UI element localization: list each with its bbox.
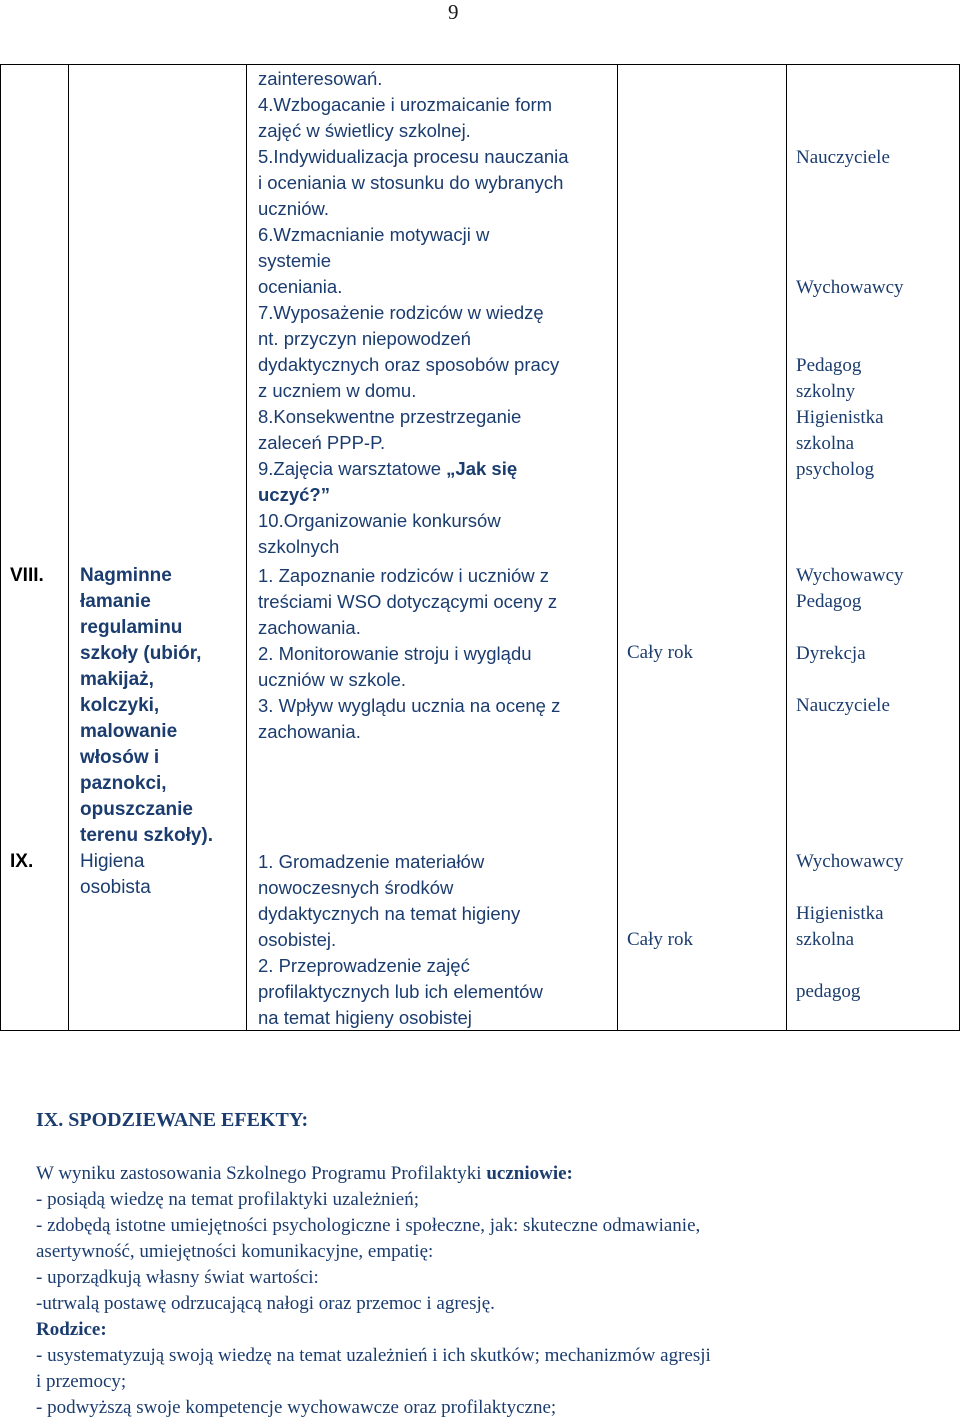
parents-heading: Rodzice: xyxy=(36,1319,107,1340)
row-number-ix: IX. xyxy=(10,851,34,872)
table-line: 7.Wyposażenie rodziców w wiedzę xyxy=(258,302,544,323)
student-line: - zdobędą istotne umiejętności psychologiczne i społeczne, jak: skuteczne odmawianie, xyxy=(36,1215,701,1236)
table-line: zajęć w świetlicy szkolnej. xyxy=(258,120,471,141)
responsible-line: Nauczyciele xyxy=(796,147,890,168)
row-number-viii: VIII. xyxy=(10,565,44,586)
table-line: 10.Organizowanie konkursów xyxy=(258,510,501,531)
action-line: uczniów w szkole. xyxy=(258,669,407,690)
responsible-line: Dyrekcja xyxy=(796,643,866,664)
responsible-line: pedagog xyxy=(796,981,861,1002)
table-line: uczniów. xyxy=(258,198,329,219)
table-line: 4.Wzbogacanie i urozmaicanie form xyxy=(258,94,553,115)
problem-line: paznokci, xyxy=(80,773,167,794)
problem-line: opuszczanie xyxy=(80,799,193,820)
workshop-title-cont: uczyć?” xyxy=(258,484,330,505)
action-line: treściami WSO dotyczącymi oceny z xyxy=(258,591,558,612)
table-line: oceniania. xyxy=(258,276,343,297)
responsible-line: szkolna xyxy=(796,929,855,950)
action-line: 3. Wpływ wyglądu ucznia na ocenę z xyxy=(258,695,561,716)
row9-problem xyxy=(80,849,245,901)
student-line: -utrwalą postawę odrzucającą nałogi oraz przemoc i agresję. xyxy=(36,1293,495,1314)
table-line: zaleceń PPP-P. xyxy=(258,432,386,453)
parent-line: - podwyższą swoje kompetencje wychowawcze oraz profilaktyczne; xyxy=(36,1397,557,1418)
effects-heading: IX. SPODZIEWANE EFEKTY: xyxy=(36,1109,309,1131)
responsible-line: szkolny xyxy=(796,381,856,402)
action-line: 1. Gromadzenie materiałów xyxy=(258,851,485,872)
table-line: 5.Indywidualizacja procesu nauczania xyxy=(258,146,569,167)
problem-line: makijaż, xyxy=(80,669,154,690)
row8-actions xyxy=(258,563,614,745)
row9-term: Cały rok xyxy=(627,929,693,950)
action-line: na temat higieny osobistej xyxy=(258,1007,472,1028)
action-line: 2. Monitorowanie stroju i wyglądu xyxy=(258,643,532,664)
table-line: systemie xyxy=(258,250,331,271)
problem-line: malowanie xyxy=(80,721,178,742)
continuation-actions xyxy=(258,66,614,560)
problem-line: włosów i xyxy=(80,747,160,768)
responsible-line: Wychowawcy xyxy=(796,277,904,298)
action-line: 2. Przeprowadzenie zajęć xyxy=(258,955,470,976)
action-line: zachowania. xyxy=(258,617,361,638)
table-line: dydaktycznych oraz sposobów pracy xyxy=(258,354,560,375)
intro-bold: uczniowie: xyxy=(486,1163,573,1184)
responsible-line: Higienistka xyxy=(796,903,884,924)
responsible-line: psycholog xyxy=(796,459,875,480)
workshop-title: „Jak się xyxy=(446,458,518,479)
table-line xyxy=(258,456,614,482)
student-line: - uporządkują własny świat wartości: xyxy=(36,1267,319,1288)
table-line: szkolnych xyxy=(258,536,340,557)
parent-line: - usystematyzują swoją wiedzę na temat uzależnień i ich skutków; mechanizmów agresji xyxy=(36,1345,711,1366)
table-line: 8.Konsekwentne przestrzeganie xyxy=(258,406,522,427)
responsible-line: Pedagog xyxy=(796,591,862,612)
table-line-text: 9.Zajęcia warsztatowe xyxy=(258,458,447,479)
table-line: z uczniem w domu. xyxy=(258,380,417,401)
student-line: - posiądą wiedzę na temat profilaktyki uzależnień; xyxy=(36,1189,420,1210)
row8-responsible xyxy=(796,563,956,719)
effects-intro xyxy=(36,1161,936,1187)
row8-problem xyxy=(80,563,245,849)
problem-line: kolczyki, xyxy=(80,695,160,716)
table-line: zainteresowań. xyxy=(258,68,383,89)
continuation-responsible xyxy=(796,145,956,483)
effects-body xyxy=(36,1161,936,1421)
action-line: zachowania. xyxy=(258,721,361,742)
problem-line: łamanie xyxy=(80,591,151,612)
action-line: profilaktycznych lub ich elementów xyxy=(258,981,543,1002)
parent-line: i przemocy; xyxy=(36,1371,127,1392)
responsible-line: Wychowawcy xyxy=(796,851,904,872)
responsible-line: szkolna xyxy=(796,433,855,454)
table-line: 6.Wzmacnianie motywacji w xyxy=(258,224,490,245)
row9-actions xyxy=(258,849,614,1031)
responsible-line: Pedagog xyxy=(796,355,862,376)
problem-line: terenu szkoły). xyxy=(80,825,214,846)
table-line: nt. przyczyn niepowodzeń xyxy=(258,328,471,349)
page-number: 9 xyxy=(448,0,459,24)
responsible-line: Higienistka xyxy=(796,407,884,428)
problem-line: szkoły (ubiór, xyxy=(80,643,202,664)
row9-responsible xyxy=(796,849,956,1005)
problem-line: regulaminu xyxy=(80,617,183,638)
action-line: osobistej. xyxy=(258,929,337,950)
action-line: dydaktycznych na temat higieny xyxy=(258,903,521,924)
table-line: i oceniania w stosunku do wybranych xyxy=(258,172,564,193)
action-line: nowoczesnych środków xyxy=(258,877,454,898)
action-line: 1. Zapoznanie rodziców i uczniów z xyxy=(258,565,550,586)
responsible-line: Wychowawcy xyxy=(796,565,904,586)
intro-text: W wyniku zastosowania Szkolnego Programu Profilaktyki xyxy=(36,1163,487,1184)
responsible-line: Nauczyciele xyxy=(796,695,890,716)
problem-line: Nagminne xyxy=(80,565,172,586)
problem-line: Higiena xyxy=(80,851,145,872)
student-line: asertywność, umiejętności komunikacyjne, empatię: xyxy=(36,1241,434,1262)
row8-term: Cały rok xyxy=(627,642,693,663)
problem-line: osobista xyxy=(80,877,151,898)
